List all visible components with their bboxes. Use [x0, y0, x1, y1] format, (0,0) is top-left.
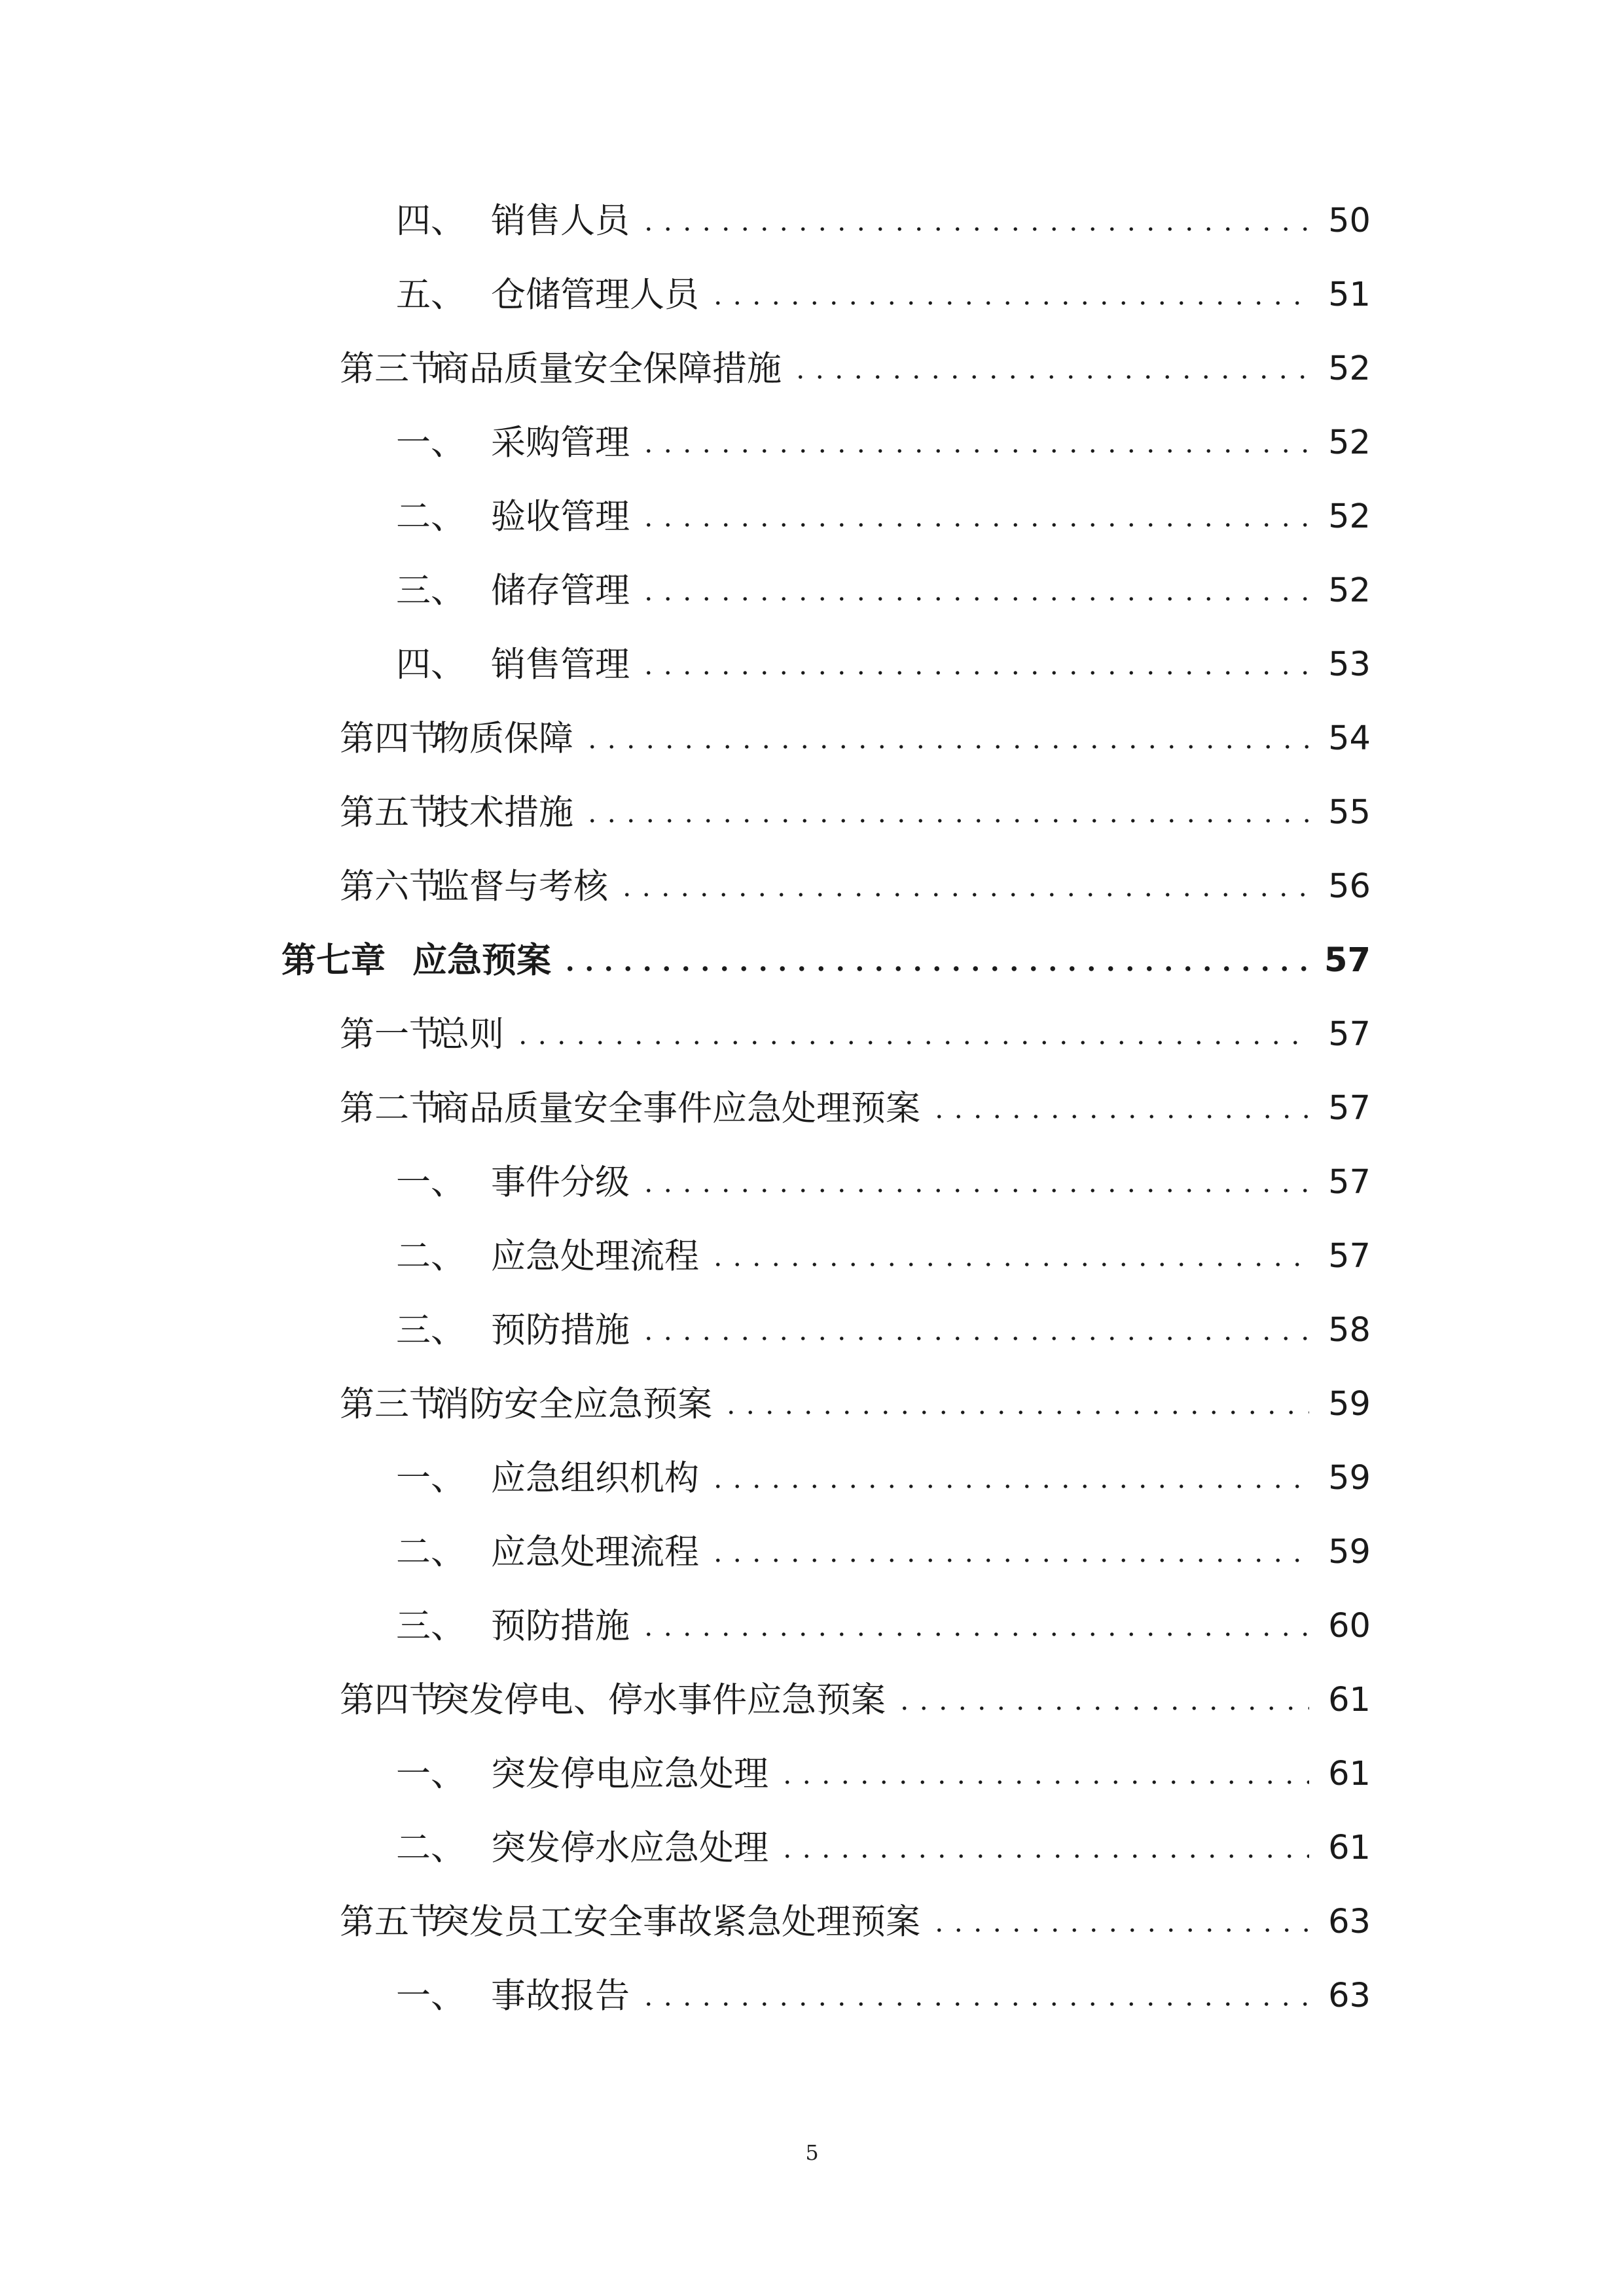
toc-entry-title: 消防安全应急预案	[435, 1384, 712, 1424]
toc-entry-page: 51	[1328, 275, 1371, 314]
dot-leader	[721, 1410, 1309, 1414]
toc-entry[interactable]	[340, 1374, 1371, 1433]
toc-entry[interactable]	[340, 1005, 1371, 1064]
dot-leader	[639, 449, 1309, 453]
toc-entry[interactable]	[396, 635, 1371, 694]
toc-entry-number: 第四节	[340, 1679, 444, 1720]
toc-entry-number: 第六节	[340, 866, 444, 906]
dot-leader	[639, 1632, 1309, 1636]
toc-entry-page: 61	[1328, 1828, 1371, 1867]
toc-entry-title: 仓储管理人员	[491, 274, 699, 315]
toc-entry[interactable]	[396, 1522, 1371, 1581]
toc-entry-title: 突发停电、停水事件应急预案	[435, 1679, 886, 1720]
toc-entry-page: 52	[1328, 349, 1371, 388]
toc-entry-page: 52	[1328, 497, 1371, 536]
dot-leader	[560, 966, 1309, 971]
toc-entry-title: 验收管理	[491, 496, 630, 537]
toc-entry-title: 事件分级	[491, 1162, 630, 1202]
toc-entry-page: 59	[1328, 1384, 1371, 1424]
toc-entry-number: 三、	[396, 570, 465, 611]
toc-entry-title: 突发员工安全事故紧急处理预案	[435, 1901, 920, 1942]
toc-entry-title: 采购管理	[491, 422, 630, 463]
toc-entry-number: 一、	[396, 1458, 465, 1498]
toc-entry-title: 应急预案	[412, 940, 551, 980]
toc-entry-number: 第四节	[340, 718, 444, 759]
dot-leader	[639, 227, 1309, 231]
toc-entry-number: 二、	[396, 496, 465, 537]
toc-entry-page: 61	[1328, 1680, 1371, 1719]
toc-entry-page: 59	[1328, 1532, 1371, 1571]
dot-leader	[778, 1854, 1309, 1858]
toc-entry-page: 57	[1328, 1162, 1371, 1202]
toc-entry-number: 二、	[396, 1532, 465, 1572]
toc-chapter-entry[interactable]	[281, 931, 1371, 990]
toc-entry-page: 55	[1328, 793, 1371, 832]
toc-entry[interactable]	[340, 1670, 1371, 1729]
toc-entry-number: 第七章	[281, 940, 386, 980]
toc-entry-number: 二、	[396, 1827, 465, 1868]
dot-leader	[639, 523, 1309, 527]
dot-leader	[617, 893, 1309, 897]
toc-entry-page: 52	[1328, 571, 1371, 610]
toc-entry-title: 突发停电应急处理	[491, 1753, 768, 1794]
toc-entry-title: 物质保障	[435, 718, 573, 759]
toc-entry-page: 63	[1328, 1902, 1371, 1941]
toc-entry-number: 一、	[396, 422, 465, 463]
toc-entry-page: 50	[1328, 201, 1371, 240]
toc-entry-number: 第二节	[340, 1088, 444, 1128]
toc-entry-page: 63	[1328, 1976, 1371, 2015]
toc-entry-title: 突发停水应急处理	[491, 1827, 768, 1868]
toc-entry-title: 商品质量安全事件应急处理预案	[435, 1088, 920, 1128]
toc-entry[interactable]	[396, 413, 1371, 472]
dot-leader	[583, 819, 1309, 823]
toc-entry-title: 储存管理	[491, 570, 630, 611]
toc-entry-number: 第五节	[340, 1901, 444, 1942]
toc-entry[interactable]	[396, 1227, 1371, 1285]
toc-entry-number: 三、	[396, 1605, 465, 1646]
toc-entry[interactable]	[396, 1818, 1371, 1877]
toc-entry-title: 应急组织机构	[491, 1458, 699, 1498]
toc-entry[interactable]	[340, 1892, 1371, 1951]
toc-entry-title: 商品质量安全保障措施	[435, 348, 782, 389]
toc-entry[interactable]	[396, 191, 1371, 250]
toc-entry-page: 61	[1328, 1754, 1371, 1793]
toc-entry-page: 57	[1328, 1088, 1371, 1128]
page-number: 5	[805, 2140, 819, 2165]
toc-entry-number: 四、	[396, 644, 465, 685]
toc-entry-page: 53	[1328, 645, 1371, 684]
dot-leader	[639, 597, 1309, 601]
toc-entry-page: 57	[1324, 941, 1371, 980]
toc-entry[interactable]	[396, 487, 1371, 546]
dot-leader	[639, 1189, 1309, 1193]
toc-entry[interactable]	[396, 1153, 1371, 1211]
toc-entry[interactable]	[396, 1966, 1371, 2025]
toc-entry-title: 事故报告	[491, 1975, 630, 2016]
toc-entry[interactable]	[396, 1744, 1371, 1803]
toc-entry-title: 技术措施	[435, 792, 573, 833]
toc-entry-page: 52	[1328, 423, 1371, 462]
toc-entry-page: 57	[1328, 1014, 1371, 1054]
dot-leader	[513, 1041, 1309, 1045]
toc-entry[interactable]	[340, 709, 1371, 768]
toc-entry-page: 54	[1328, 719, 1371, 758]
dot-leader	[708, 1484, 1309, 1488]
dot-leader	[639, 2002, 1309, 2006]
toc-entry-number: 五、	[396, 274, 465, 315]
toc-entry[interactable]	[340, 1079, 1371, 1138]
toc-entry-title: 监督与考核	[435, 866, 608, 906]
toc-entry-title: 销售人员	[491, 200, 630, 241]
toc-entry-title: 预防措施	[491, 1605, 630, 1646]
toc-entry[interactable]	[396, 1448, 1371, 1507]
toc-entry[interactable]	[396, 265, 1371, 324]
dot-leader	[708, 1558, 1309, 1562]
toc-entry-number: 一、	[396, 1753, 465, 1794]
dot-leader	[708, 301, 1309, 305]
toc-entry-title: 总则	[435, 1014, 504, 1054]
toc-entry-page: 56	[1328, 867, 1371, 906]
toc-entry-page: 59	[1328, 1458, 1371, 1498]
dot-leader	[639, 1336, 1309, 1340]
toc-entry-number: 第三节	[340, 1384, 444, 1424]
toc-entry-title: 预防措施	[491, 1310, 630, 1350]
toc-entry-title: 应急处理流程	[491, 1236, 699, 1276]
toc-entry[interactable]	[340, 857, 1371, 916]
dot-leader	[791, 375, 1309, 379]
toc-entry-number: 第五节	[340, 792, 444, 833]
toc-entry-page: 60	[1328, 1606, 1371, 1645]
dot-leader	[708, 1263, 1309, 1266]
toc-entry[interactable]	[396, 1300, 1371, 1359]
toc-entry-page: 58	[1328, 1310, 1371, 1350]
dot-leader	[778, 1780, 1309, 1784]
toc-entry[interactable]	[340, 339, 1371, 398]
dot-leader	[929, 1115, 1309, 1119]
dot-leader	[895, 1706, 1309, 1710]
toc-entry[interactable]	[396, 1596, 1371, 1655]
toc-entry[interactable]	[340, 783, 1371, 842]
toc-entry-page: 57	[1328, 1236, 1371, 1276]
dot-leader	[583, 745, 1309, 749]
toc-entry-number: 第三节	[340, 348, 444, 389]
toc-entry-title: 应急处理流程	[491, 1532, 699, 1572]
toc-entry-number: 二、	[396, 1236, 465, 1276]
toc-entry-number: 一、	[396, 1975, 465, 2016]
toc-entry-number: 一、	[396, 1162, 465, 1202]
toc-entry-number: 三、	[396, 1310, 465, 1350]
toc-entry-title: 销售管理	[491, 644, 630, 685]
toc-entry-number: 第一节	[340, 1014, 444, 1054]
toc-entry[interactable]	[396, 561, 1371, 620]
dot-leader	[929, 1928, 1309, 1932]
toc-entry-number: 四、	[396, 200, 465, 241]
dot-leader	[639, 671, 1309, 675]
